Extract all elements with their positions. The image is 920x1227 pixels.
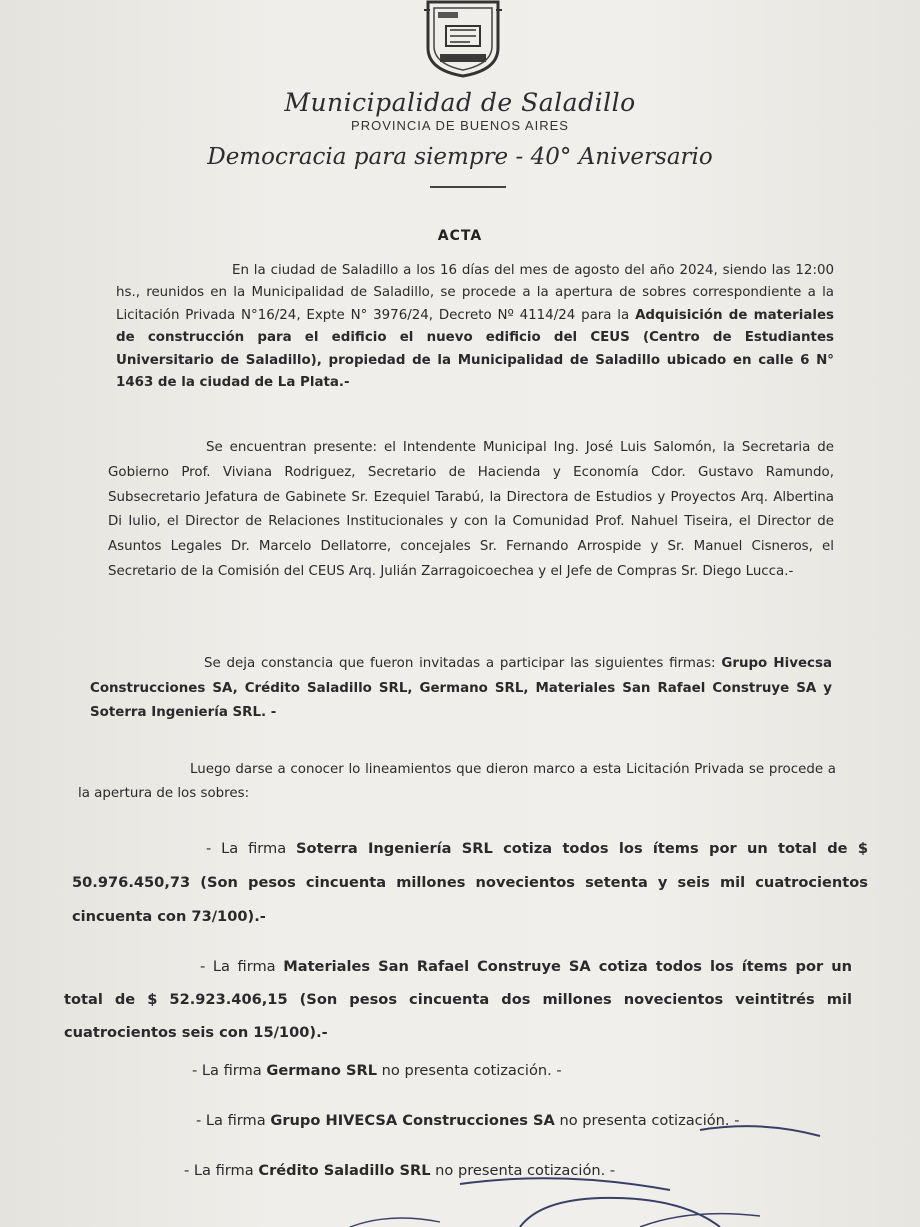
- municipality-title: Municipalidad de Saladillo: [284, 88, 636, 117]
- text-segment: En la ciudad de Saladillo a los 16 días del mes de agosto del año 2024, siendo las 12:00 hs., reunidos en la Municipalidad de Saladillo, se procede a la apertura de sobres correspondiente a la Licitación Privada N°16/24, Expte N° 3976/24, Decreto Nº 4114/24 para la: [116, 263, 834, 323]
- text-segment: Se deja constancia que fueron invitadas a participar las siguientes firmas:: [204, 656, 722, 671]
- motto-underline: [430, 186, 506, 188]
- text-segment: - La firma: [200, 958, 284, 975]
- item-hivecsa: [196, 1112, 739, 1129]
- text-segment: - La firma: [196, 1112, 271, 1129]
- province-subtitle: PROVINCIA DE BUENOS AIRES: [351, 118, 569, 133]
- bold-text-segment: Grupo HIVECSA Construcciones SA: [270, 1112, 555, 1129]
- document-title: ACTA: [437, 228, 483, 244]
- text-segment: Se encuentran presente: el Intendente Municipal Ing. José Luis Salomón, la Secretaria de Gobierno Prof. Viviana Rodriguez, Secretario de Hacienda y Economía Cdor. Gustavo Ramundo, Subsecretario Jefatura de Gabinete Sr. Ezequiel Tarabú, la Directora de Estudios y Proyectos Arq. Albertina Di Iulio, el Director de Relaciones Institucionales y con la Comunidad Prof. Nahuel Tiseira, el Director de Asuntos Legales Dr. Marcelo Dellatorre, concejales Sr. Fernando Arrospide y Sr. Manuel Cisneros, el Secretario de la Comisión del CEUS Arq. Julián Zarragoicoechea y el Jefe de Compras Sr. Diego Lucca.-: [108, 440, 834, 579]
- text-segment: no presenta cotización. -: [377, 1062, 562, 1079]
- text-segment: no presenta cotización. -: [430, 1162, 616, 1179]
- item-credito-saladillo: [184, 1162, 615, 1179]
- bold-text-segment: Adquisición de materiales de construcción para el edificio el nuevo edificio del CEUS (Centro de Estudiantes Universitario de Saladillo), propiedad de la Municipalidad de Saladillo ubicado en calle 6 N° 1463 de la ciudad de La Plata.-: [116, 307, 835, 391]
- text-segment: Luego darse a conocer lo lineamientos que dieron marco a esta Licitación Privada se procede a la apertura de los sobres:: [78, 762, 836, 801]
- bold-text-segment: Crédito Saladillo SRL: [258, 1162, 431, 1179]
- bold-text-segment: Grupo Hivecsa Construcciones SA, Crédito Saladillo SRL, Germano SRL, Materiales San Rafael Construye SA y Soterra Ingeniería SRL. -: [90, 656, 832, 721]
- item-germano: [192, 1062, 562, 1079]
- paragraph-opening: [116, 260, 834, 394]
- text-segment: - La firma: [192, 1062, 267, 1079]
- paragraph-quote-soterra: [72, 832, 868, 934]
- text-segment: no presenta cotización. -: [554, 1112, 740, 1129]
- paragraph-invited-firms: [90, 652, 832, 726]
- municipal-coat-of-arms-icon: [420, 0, 506, 78]
- motto: Democracia para siempre - 40° Aniversario: [207, 144, 713, 170]
- bold-text-segment: Materiales San Rafael Construye SA cotiza todos los ítems por un total de $ 52.923.406,15 (Son pesos cincuenta dos millones novecientos veintitrés mil cuatrocientos seis con 15/100).-: [64, 958, 852, 1041]
- paragraph-attendees: [108, 436, 834, 585]
- text-segment: - La firma: [206, 840, 297, 857]
- text-segment: - La firma: [184, 1162, 259, 1179]
- bold-text-segment: Soterra Ingeniería SRL cotiza todos los ítems por un total de $ 50.976.450,73 (Son pesos cincuenta millones novecientos setenta y seis mil cuatrocientos cincuenta con 73/100).-: [72, 840, 868, 925]
- paragraph-opening-of-envelopes: [78, 758, 836, 806]
- bold-text-segment: Germano SRL: [266, 1062, 378, 1079]
- paragraph-quote-san-rafael: [64, 950, 852, 1049]
